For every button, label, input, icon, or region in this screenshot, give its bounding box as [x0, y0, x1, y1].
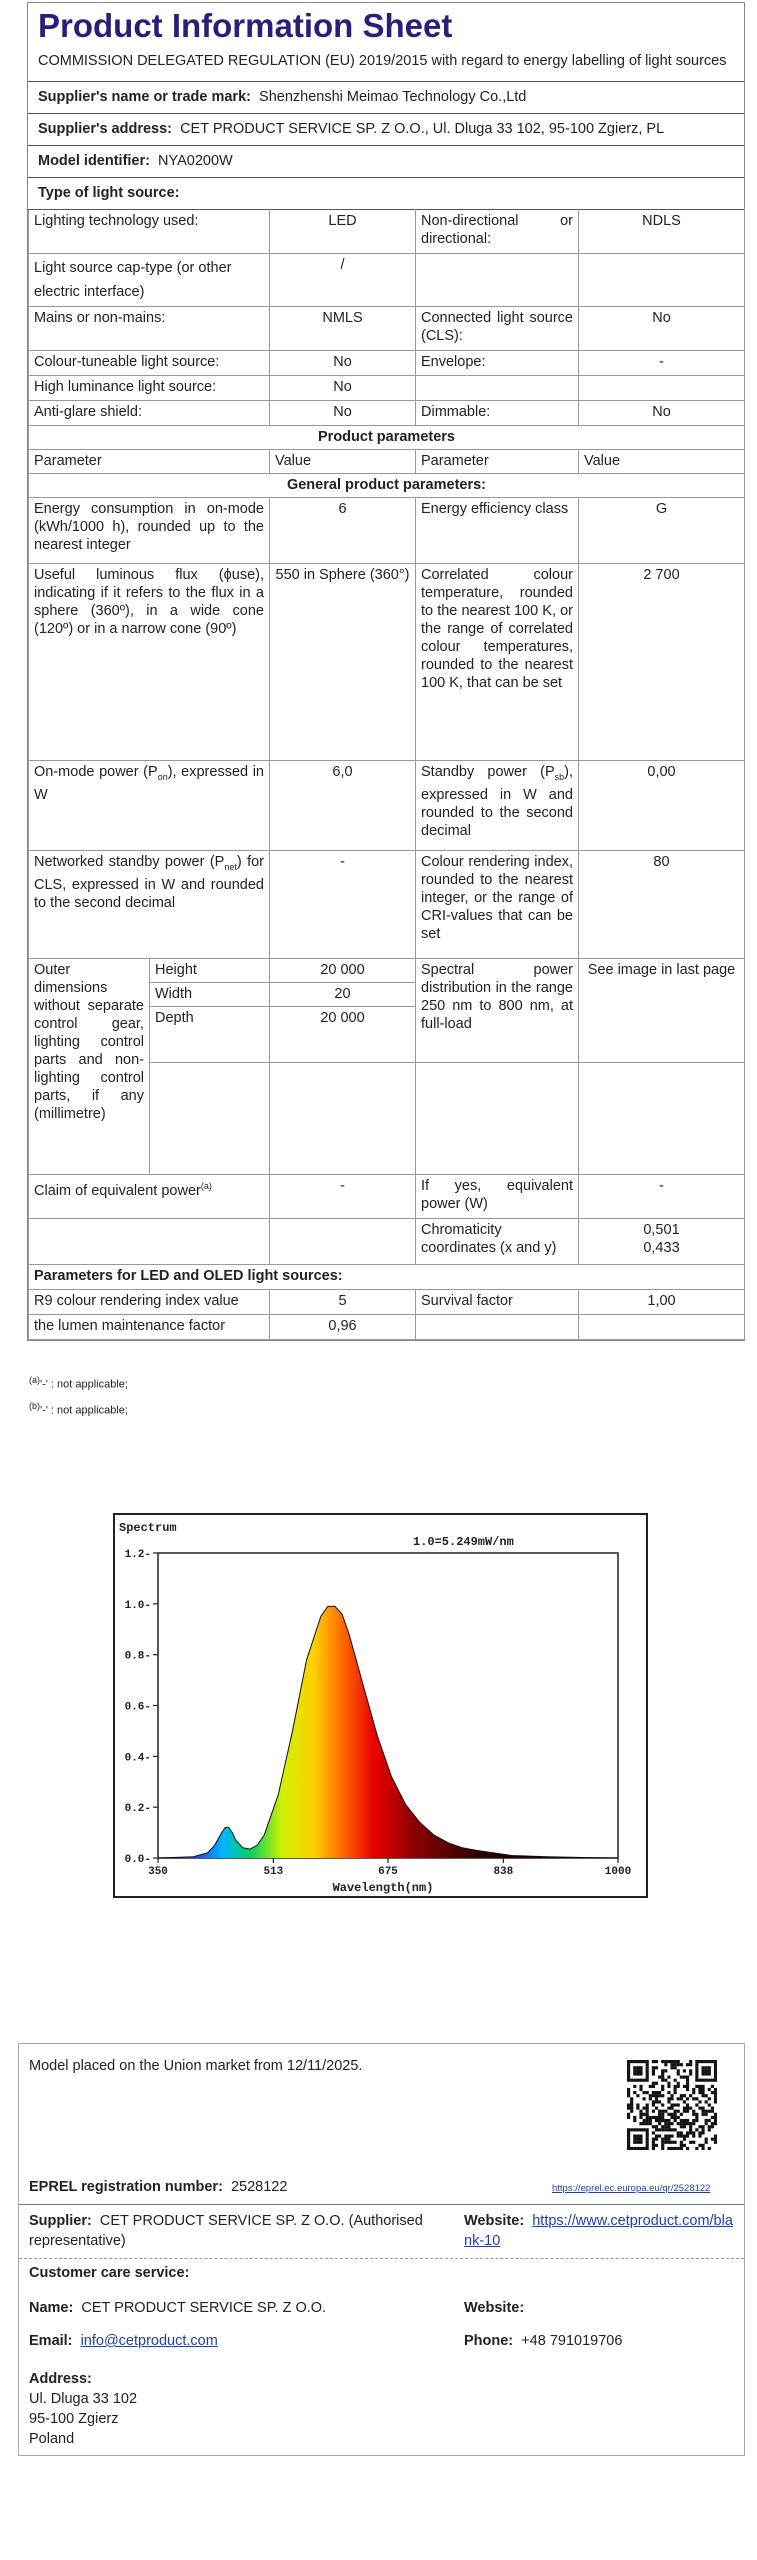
market-placement-text: Model placed on the Union market from 12/11/2025.	[29, 2058, 363, 2074]
high-luminance-value: No	[270, 376, 416, 401]
divider	[19, 2258, 744, 2259]
table-row	[29, 564, 745, 761]
table-row	[29, 426, 745, 450]
divider	[19, 2204, 744, 2205]
depth-label: Depth	[150, 1007, 270, 1063]
depth-value: 20 000	[270, 1007, 416, 1063]
table-row	[29, 761, 745, 851]
care-phone-value: +48 791019706	[521, 2333, 623, 2349]
y-tick-label: 1.2-	[124, 1549, 151, 1561]
column-header-value: Value	[270, 450, 416, 474]
table-row	[29, 376, 745, 401]
care-email-row	[29, 2333, 218, 2349]
supplier-address-row	[28, 113, 744, 145]
supplier-address-label: Supplier's address:	[38, 121, 172, 137]
mains-value: NMLS	[270, 307, 416, 351]
chromaticity-x: 0,501	[643, 1222, 680, 1238]
survival-factor-label: Survival factor	[416, 1290, 579, 1315]
supplier-website-label: Website:	[464, 2213, 525, 2229]
on-mode-power-label: On-mode power $(P_{on})$, expressed in W	[29, 761, 270, 851]
lumen-maintenance-value: 0,96	[270, 1315, 416, 1340]
cls-label: Connected light source (CLS):	[416, 307, 579, 351]
footnote-a: $^{(a)}$'-' : not applicable;	[29, 1375, 128, 1391]
luminous-flux-value: 550 in Sphere (360°)	[270, 564, 416, 761]
networked-standby-value: -	[270, 851, 416, 959]
networked-standby-label: Networked standby power $(P_{net})$ for CLS, expressed in W and rounded to the second decimal	[29, 851, 270, 959]
model-identifier-label: Model identifier:	[38, 153, 150, 169]
product-parameters-table	[28, 209, 745, 1340]
x-tick-label: 675	[378, 1866, 398, 1878]
x-tick-label: 838	[493, 1866, 514, 1878]
spectrum-chart	[113, 1513, 650, 1901]
care-phone-label: Phone:	[464, 2333, 514, 2349]
table-row	[29, 474, 745, 498]
cct-label: Correlated colour temperature, rounded to the nearest 100 K, or the range of correlated colour temperatures, rounded to the nearest 100 K, that can be set	[416, 564, 579, 761]
cct-value: 2 700	[579, 564, 745, 761]
supplier-label: Supplier:	[29, 2213, 92, 2229]
y-tick-label: 0.2-	[124, 1803, 151, 1816]
tech-value: LED	[270, 210, 416, 254]
y-tick-label: 0.0-	[124, 1854, 151, 1866]
care-email-label: Email:	[29, 2333, 73, 2349]
chart-title: Spectrum	[119, 1521, 177, 1535]
qr-code-icon[interactable]	[627, 2060, 717, 2150]
care-email-link[interactable]: info@cetproduct.com	[80, 2333, 218, 2349]
cap-label: Light source cap-type (or other electric interface)	[29, 254, 270, 307]
x-tick-label: 350	[148, 1866, 168, 1878]
column-header-parameter: Parameter	[29, 450, 270, 474]
supplier-name-value: Shenzhenshi Meimao Technology Co.,Ltd	[259, 89, 527, 105]
tech-label: Lighting technology used:	[29, 210, 270, 254]
envelope-label: Envelope:	[416, 351, 579, 376]
eprel-registration-row	[29, 2179, 287, 2195]
table-row	[29, 254, 745, 307]
width-label: Width	[150, 983, 270, 1007]
equivalent-power-label: If yes, equivalent power (W)	[416, 1175, 579, 1219]
luminous-flux-label: Useful luminous flux (ϕuse), indicating if it refers to the flux in a sphere (360º), in a wide cone (120º) or in a narrow cone (90º)	[29, 564, 270, 761]
table-row	[29, 498, 745, 564]
eprel-registration-label: EPREL registration number:	[29, 2179, 223, 2195]
chromaticity-value	[579, 1219, 745, 1265]
care-website-row	[464, 2300, 524, 2316]
high-luminance-label: High luminance light source:	[29, 376, 270, 401]
table-row	[29, 450, 745, 474]
standby-power-value: 0,00	[579, 761, 745, 851]
light-source-type-label: Type of light source:	[38, 185, 180, 201]
product-information-sheet	[27, 2, 745, 1341]
outer-dimensions-label: Outer dimensions without separate control gear, lighting control parts and non-lighting control parts, if any (millimetre)	[29, 959, 150, 1175]
lumen-maintenance-label: the lumen maintenance factor	[29, 1315, 270, 1340]
eprel-qr-link[interactable]: https://eprel.ec.europa.eu/qr/2528122	[552, 2183, 711, 2194]
table-row	[29, 210, 745, 254]
care-website-label: Website:	[464, 2300, 525, 2316]
customer-care-heading: Customer care service:	[29, 2265, 190, 2281]
height-label: Height	[150, 959, 270, 983]
tuneable-label: Colour-tuneable light source:	[29, 351, 270, 376]
table-row	[29, 1290, 745, 1315]
height-value: 20 000	[270, 959, 416, 983]
mains-label: Mains or non-mains:	[29, 307, 270, 351]
energy-efficiency-label: Energy efficiency class	[416, 498, 579, 564]
supplier-row	[29, 2211, 449, 2251]
eprel-information-box	[18, 2043, 745, 2456]
footnotes	[29, 1370, 128, 1421]
footnote-b: $^{(b)}$'-' : not applicable;	[29, 1400, 128, 1417]
envelope-value: -	[579, 351, 745, 376]
chromaticity-label: Chromaticity coordinates (x and y)	[416, 1219, 579, 1265]
claim-equivalent-value: -	[270, 1175, 416, 1219]
r9-value: 5	[270, 1290, 416, 1315]
spectrum-chart-svg	[113, 1513, 650, 1901]
energy-efficiency-value: G	[579, 498, 745, 564]
x-tick-label: 513	[263, 1866, 284, 1878]
column-header-value: Value	[579, 450, 745, 474]
eprel-registration-link[interactable]	[552, 2183, 710, 2194]
supplier-website-link[interactable]: https://www.cetproduct.com/blank-10	[464, 2213, 733, 2249]
y-tick-label: 1.0-	[124, 1599, 151, 1612]
table-row	[29, 1265, 745, 1290]
chromaticity-y: 0,433	[643, 1240, 680, 1256]
standby-power-label: Standby power $(P_{sb})$, expressed in W and rounded to the second decimal	[416, 761, 579, 851]
spectral-distribution-value: See image in last page	[579, 959, 745, 1063]
cri-value: 80	[579, 851, 745, 959]
claim-equivalent-label: Claim of equivalent power$^{(a)}$	[29, 1175, 270, 1219]
r9-label: R9 colour rendering index value	[29, 1290, 270, 1315]
supplier-name-label: Supplier's name or trade mark:	[38, 89, 251, 105]
model-identifier-row	[28, 145, 744, 177]
spectral-distribution-label: Spectral power distribution in the range 250 nm to 800 nm, at full-load	[416, 959, 579, 1063]
table-row	[29, 851, 745, 959]
y-tick-label: 0.4-	[124, 1752, 151, 1765]
care-name-label: Name:	[29, 2300, 74, 2316]
product-parameters-heading: Product parameters	[29, 426, 745, 450]
led-parameters-heading: Parameters for LED and OLED light sources:	[29, 1265, 745, 1290]
care-name-value: CET PRODUCT SERVICE SP. Z O.O.	[81, 2300, 327, 2316]
equivalent-power-value: -	[579, 1175, 745, 1219]
anti-glare-value: No	[270, 401, 416, 426]
dimmable-value: No	[579, 401, 745, 426]
care-address-line: 95-100 Zgierz	[29, 2411, 119, 2427]
general-parameters-heading: General product parameters:	[29, 474, 745, 498]
survival-factor-value: 1,00	[579, 1290, 745, 1315]
chart-annotation: 1.0=5.249mW/nm	[413, 1535, 514, 1549]
care-phone-row	[464, 2333, 622, 2349]
table-row	[29, 307, 745, 351]
care-address-line: Poland	[29, 2431, 75, 2447]
care-address-label: Address:	[29, 2371, 92, 2387]
care-address-block	[29, 2369, 137, 2449]
eprel-registration-value: 2528122	[230, 2179, 288, 2195]
table-row	[29, 1219, 745, 1265]
energy-consumption-label: Energy consumption in on-mode (kWh/1000 h), rounded up to the nearest integer	[29, 498, 270, 564]
table-row	[29, 959, 745, 983]
care-name-row	[29, 2300, 326, 2316]
table-row	[29, 401, 745, 426]
care-address-line: Ul. Dluga 33 102	[29, 2391, 138, 2407]
tuneable-value: No	[270, 351, 416, 376]
column-header-parameter: Parameter	[416, 450, 579, 474]
cap-value: /	[270, 254, 416, 307]
y-tick-label: 0.6-	[124, 1701, 151, 1714]
y-tick-label: 0.8-	[124, 1650, 151, 1663]
supplier-website-row	[464, 2211, 734, 2251]
regulation-subtitle: COMMISSION DELEGATED REGULATION (EU) 2019/2015 with regard to energy labelling of light sources	[38, 53, 727, 69]
on-mode-power-value: 6,0	[270, 761, 416, 851]
cls-value: No	[579, 307, 745, 351]
anti-glare-label: Anti-glare shield:	[29, 401, 270, 426]
model-identifier-value: NYA0200W	[158, 153, 233, 169]
width-value: 20	[270, 983, 416, 1007]
page-title: Product Information Sheet	[38, 7, 453, 44]
table-row	[29, 1175, 745, 1219]
energy-consumption-value: 6	[270, 498, 416, 564]
x-tick-label: 1000	[604, 1866, 632, 1878]
supplier-address-value: CET PRODUCT SERVICE SP. Z O.O., Ul. Dluga 33 102, 95-100 Zgierz, PL	[180, 121, 665, 137]
supplier-name-row	[28, 81, 744, 113]
dimmable-label: Dimmable:	[416, 401, 579, 426]
directional-label: Non-directional or directional:	[416, 210, 579, 254]
light-source-type-row	[28, 177, 744, 209]
directional-value: NDLS	[579, 210, 745, 254]
cri-label: Colour rendering index, rounded to the nearest integer, or the range of CRI-values that can be set	[416, 851, 579, 959]
table-row	[29, 1315, 745, 1340]
x-axis-label: Wavelength(nm)	[332, 1881, 434, 1895]
table-row	[29, 351, 745, 376]
supplier-value: CET PRODUCT SERVICE SP. Z O.O. (Authorised representative)	[29, 2213, 423, 2249]
